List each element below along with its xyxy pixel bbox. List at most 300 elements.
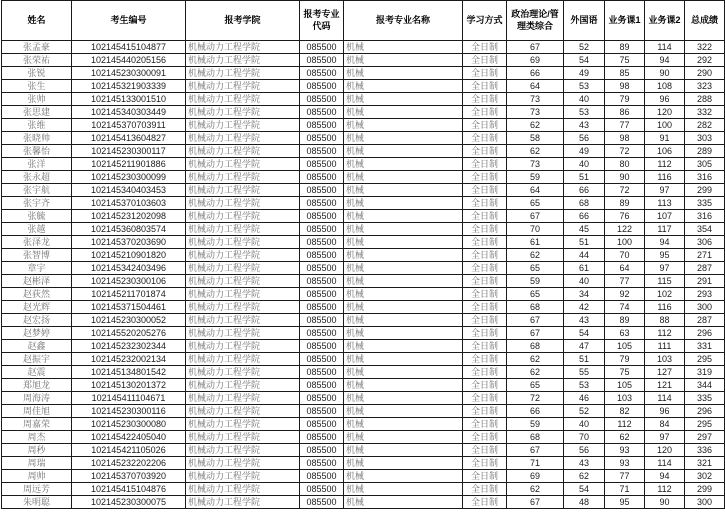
cell-study-mode: 全日制: [463, 197, 507, 210]
cell-politics-score: 59: [507, 418, 564, 431]
cell-foreign-language-score: 53: [564, 106, 605, 119]
cell-major-name: 机械: [344, 210, 463, 223]
cell-total-score: 296: [685, 405, 725, 418]
cell-course1-score: 62: [605, 431, 645, 444]
cell-total-score: 282: [685, 119, 725, 132]
col-header-college: 报考学院: [186, 1, 300, 41]
cell-course2-score: 108: [645, 80, 685, 93]
cell-course1-score: 63: [605, 327, 645, 340]
cell-name: 张智博: [2, 249, 72, 262]
cell-major-code: 085500: [300, 262, 344, 275]
cell-major-code: 085500: [300, 457, 344, 470]
cell-politics-score: 62: [507, 145, 564, 158]
table-row: [2, 54, 725, 67]
cell-name: 赵宏扬: [2, 314, 72, 327]
cell-candidate-id: 102145232002134: [72, 353, 186, 366]
table-row: [2, 41, 725, 54]
score-table-body: [2, 41, 725, 509]
cell-course2-score: 107: [645, 210, 685, 223]
table-row: [2, 158, 725, 171]
cell-course2-score: 97: [645, 262, 685, 275]
cell-name: 周秒: [2, 444, 72, 457]
cell-course2-score: 100: [645, 119, 685, 132]
cell-total-score: 292: [685, 54, 725, 67]
cell-course2-score: 112: [645, 483, 685, 496]
cell-college: 机械动力工程学院: [186, 314, 300, 327]
cell-foreign-language-score: 49: [564, 67, 605, 80]
cell-candidate-id: 102145342403496: [72, 262, 186, 275]
cell-course2-score: 91: [645, 132, 685, 145]
table-row: [2, 223, 725, 236]
cell-major-code: 085500: [300, 275, 344, 288]
cell-name: 张洋: [2, 158, 72, 171]
cell-major-name: 机械: [344, 366, 463, 379]
score-table: [1, 0, 725, 509]
cell-study-mode: 全日制: [463, 145, 507, 158]
cell-college: 机械动力工程学院: [186, 132, 300, 145]
cell-college: 机械动力工程学院: [186, 158, 300, 171]
cell-college: 机械动力工程学院: [186, 223, 300, 236]
cell-college: 机械动力工程学院: [186, 80, 300, 93]
cell-study-mode: 全日制: [463, 67, 507, 80]
table-row: [2, 418, 725, 431]
cell-course2-score: 97: [645, 184, 685, 197]
cell-total-score: 290: [685, 67, 725, 80]
cell-foreign-language-score: 51: [564, 236, 605, 249]
cell-study-mode: 全日制: [463, 431, 507, 444]
cell-politics-score: 64: [507, 80, 564, 93]
cell-course2-score: 120: [645, 106, 685, 119]
cell-candidate-id: 102145230300075: [72, 496, 186, 509]
cell-major-name: 机械: [344, 54, 463, 67]
cell-foreign-language-score: 43: [564, 457, 605, 470]
cell-study-mode: 全日制: [463, 275, 507, 288]
table-row: [2, 288, 725, 301]
cell-major-code: 085500: [300, 67, 344, 80]
cell-course2-score: 96: [645, 405, 685, 418]
cell-foreign-language-score: 56: [564, 132, 605, 145]
cell-major-name: 机械: [344, 288, 463, 301]
cell-college: 机械动力工程学院: [186, 470, 300, 483]
cell-major-code: 085500: [300, 249, 344, 262]
cell-college: 机械动力工程学院: [186, 483, 300, 496]
cell-politics-score: 67: [507, 210, 564, 223]
cell-major-code: 085500: [300, 327, 344, 340]
cell-politics-score: 65: [507, 379, 564, 392]
cell-major-code: 085500: [300, 119, 344, 132]
cell-major-name: 机械: [344, 431, 463, 444]
cell-course2-score: 115: [645, 275, 685, 288]
cell-college: 机械动力工程学院: [186, 353, 300, 366]
cell-foreign-language-score: 61: [564, 262, 605, 275]
cell-total-score: 295: [685, 353, 725, 366]
cell-major-name: 机械: [344, 223, 463, 236]
cell-foreign-language-score: 40: [564, 158, 605, 171]
cell-total-score: 271: [685, 249, 725, 262]
cell-course2-score: 112: [645, 158, 685, 171]
cell-course1-score: 82: [605, 405, 645, 418]
cell-major-code: 085500: [300, 483, 344, 496]
cell-foreign-language-score: 56: [564, 444, 605, 457]
cell-total-score: 322: [685, 41, 725, 54]
cell-college: 机械动力工程学院: [186, 275, 300, 288]
cell-politics-score: 67: [507, 314, 564, 327]
cell-major-name: 机械: [344, 80, 463, 93]
cell-course2-score: 113: [645, 197, 685, 210]
cell-major-code: 085500: [300, 405, 344, 418]
cell-study-mode: 全日制: [463, 379, 507, 392]
cell-candidate-id: 102145370203690: [72, 236, 186, 249]
cell-course2-score: 114: [645, 392, 685, 405]
cell-course2-score: 117: [645, 223, 685, 236]
score-table-header: [2, 1, 725, 41]
cell-course1-score: 72: [605, 184, 645, 197]
cell-candidate-id: 102145415104876: [72, 483, 186, 496]
cell-major-name: 机械: [344, 327, 463, 340]
cell-major-code: 085500: [300, 470, 344, 483]
cell-candidate-id: 102145415104877: [72, 41, 186, 54]
cell-college: 机械动力工程学院: [186, 327, 300, 340]
cell-course1-score: 74: [605, 301, 645, 314]
cell-total-score: 296: [685, 327, 725, 340]
cell-candidate-id: 102145340303449: [72, 106, 186, 119]
table-row: [2, 444, 725, 457]
cell-college: 机械动力工程学院: [186, 197, 300, 210]
cell-study-mode: 全日制: [463, 93, 507, 106]
cell-course1-score: 105: [605, 340, 645, 353]
cell-total-score: 302: [685, 470, 725, 483]
cell-politics-score: 68: [507, 431, 564, 444]
cell-college: 机械动力工程学院: [186, 93, 300, 106]
cell-major-name: 机械: [344, 236, 463, 249]
cell-candidate-id: 102145520205276: [72, 327, 186, 340]
cell-college: 机械动力工程学院: [186, 67, 300, 80]
cell-name: 赵彬泽: [2, 275, 72, 288]
cell-college: 机械动力工程学院: [186, 236, 300, 249]
cell-course2-score: 90: [645, 67, 685, 80]
cell-politics-score: 68: [507, 340, 564, 353]
cell-name: 赵梦婷: [2, 327, 72, 340]
cell-foreign-language-score: 40: [564, 93, 605, 106]
cell-course2-score: 94: [645, 470, 685, 483]
col-header-candidate-id: 考生编号: [72, 1, 186, 41]
cell-name: 周远芳: [2, 483, 72, 496]
cell-name: 张思建: [2, 106, 72, 119]
cell-politics-score: 67: [507, 444, 564, 457]
cell-course2-score: 106: [645, 145, 685, 158]
table-row: [2, 379, 725, 392]
cell-major-code: 085500: [300, 184, 344, 197]
cell-course2-score: 112: [645, 327, 685, 340]
cell-major-name: 机械: [344, 496, 463, 509]
cell-total-score: 323: [685, 80, 725, 93]
cell-course1-score: 112: [605, 418, 645, 431]
cell-foreign-language-score: 34: [564, 288, 605, 301]
cell-major-code: 085500: [300, 132, 344, 145]
table-row: [2, 457, 725, 470]
cell-course1-score: 122: [605, 223, 645, 236]
cell-study-mode: 全日制: [463, 470, 507, 483]
cell-total-score: 287: [685, 262, 725, 275]
cell-total-score: 299: [685, 483, 725, 496]
score-sheet: [1, 0, 724, 509]
cell-major-name: 机械: [344, 457, 463, 470]
cell-study-mode: 全日制: [463, 288, 507, 301]
cell-major-code: 085500: [300, 236, 344, 249]
cell-name: 赵振宇: [2, 353, 72, 366]
cell-major-name: 机械: [344, 119, 463, 132]
cell-major-name: 机械: [344, 353, 463, 366]
cell-foreign-language-score: 43: [564, 314, 605, 327]
cell-politics-score: 67: [507, 327, 564, 340]
cell-college: 机械动力工程学院: [186, 392, 300, 405]
cell-major-name: 机械: [344, 483, 463, 496]
cell-foreign-language-score: 70: [564, 431, 605, 444]
cell-major-name: 机械: [344, 184, 463, 197]
cell-politics-score: 73: [507, 106, 564, 119]
cell-study-mode: 全日制: [463, 314, 507, 327]
col-header-politics: 政治理论/管理类综合: [507, 1, 564, 41]
cell-course2-score: 90: [645, 496, 685, 509]
table-row: [2, 327, 725, 340]
cell-college: 机械动力工程学院: [186, 288, 300, 301]
cell-name: 赵震: [2, 366, 72, 379]
cell-name: 赵荻然: [2, 288, 72, 301]
table-row: [2, 275, 725, 288]
cell-candidate-id: 102145211701874: [72, 288, 186, 301]
cell-total-score: 321: [685, 457, 725, 470]
cell-major-code: 085500: [300, 288, 344, 301]
table-row: [2, 236, 725, 249]
table-row: [2, 119, 725, 132]
cell-total-score: 287: [685, 314, 725, 327]
cell-course1-score: 103: [605, 392, 645, 405]
cell-candidate-id: 102145230300106: [72, 275, 186, 288]
cell-study-mode: 全日制: [463, 158, 507, 171]
header-row: [2, 1, 725, 41]
cell-course1-score: 86: [605, 106, 645, 119]
cell-politics-score: 68: [507, 301, 564, 314]
cell-politics-score: 62: [507, 249, 564, 262]
table-row: [2, 132, 725, 145]
cell-politics-score: 73: [507, 93, 564, 106]
cell-course1-score: 89: [605, 314, 645, 327]
cell-course2-score: 121: [645, 379, 685, 392]
cell-major-code: 085500: [300, 41, 344, 54]
cell-foreign-language-score: 49: [564, 145, 605, 158]
cell-course2-score: 96: [645, 93, 685, 106]
col-header-total: 总成绩: [685, 1, 725, 41]
cell-major-name: 机械: [344, 93, 463, 106]
cell-foreign-language-score: 62: [564, 470, 605, 483]
cell-foreign-language-score: 46: [564, 392, 605, 405]
cell-college: 机械动力工程学院: [186, 340, 300, 353]
cell-foreign-language-score: 53: [564, 80, 605, 93]
cell-course2-score: 111: [645, 340, 685, 353]
cell-major-name: 机械: [344, 106, 463, 119]
table-row: [2, 184, 725, 197]
cell-course1-score: 85: [605, 67, 645, 80]
cell-major-code: 085500: [300, 353, 344, 366]
cell-name: 张越: [2, 223, 72, 236]
cell-politics-score: 62: [507, 353, 564, 366]
cell-name: 周海涛: [2, 392, 72, 405]
cell-total-score: 331: [685, 340, 725, 353]
cell-politics-score: 59: [507, 171, 564, 184]
cell-foreign-language-score: 54: [564, 327, 605, 340]
cell-course2-score: 114: [645, 41, 685, 54]
table-row: [2, 470, 725, 483]
cell-college: 机械动力工程学院: [186, 210, 300, 223]
cell-major-name: 机械: [344, 392, 463, 405]
cell-total-score: 316: [685, 171, 725, 184]
cell-study-mode: 全日制: [463, 80, 507, 93]
cell-study-mode: 全日制: [463, 41, 507, 54]
cell-study-mode: 全日制: [463, 54, 507, 67]
cell-major-name: 机械: [344, 379, 463, 392]
cell-politics-score: 62: [507, 119, 564, 132]
cell-study-mode: 全日制: [463, 483, 507, 496]
cell-major-name: 机械: [344, 444, 463, 457]
cell-course2-score: 127: [645, 366, 685, 379]
cell-major-code: 085500: [300, 366, 344, 379]
cell-course1-score: 79: [605, 353, 645, 366]
cell-candidate-id: 102145130201372: [72, 379, 186, 392]
cell-name: 张荣祐: [2, 54, 72, 67]
cell-course1-score: 79: [605, 93, 645, 106]
cell-major-name: 机械: [344, 132, 463, 145]
table-row: [2, 210, 725, 223]
cell-study-mode: 全日制: [463, 171, 507, 184]
cell-course2-score: 95: [645, 249, 685, 262]
cell-course1-score: 95: [605, 496, 645, 509]
cell-study-mode: 全日制: [463, 301, 507, 314]
cell-course2-score: 84: [645, 418, 685, 431]
cell-candidate-id: 102145370703911: [72, 119, 186, 132]
cell-college: 机械动力工程学院: [186, 444, 300, 457]
cell-foreign-language-score: 66: [564, 184, 605, 197]
col-header-foreign-language: 外国语: [564, 1, 605, 41]
cell-candidate-id: 102145422405040: [72, 431, 186, 444]
table-row: [2, 483, 725, 496]
col-header-major-name: 报考专业名称: [344, 1, 463, 41]
cell-major-name: 机械: [344, 145, 463, 158]
table-row: [2, 392, 725, 405]
cell-name: 周佳旭: [2, 405, 72, 418]
cell-politics-score: 65: [507, 262, 564, 275]
cell-name: 周杰: [2, 431, 72, 444]
cell-major-name: 机械: [344, 405, 463, 418]
cell-candidate-id: 102145230300052: [72, 314, 186, 327]
cell-politics-score: 66: [507, 405, 564, 418]
table-row: [2, 301, 725, 314]
cell-politics-score: 67: [507, 496, 564, 509]
cell-politics-score: 69: [507, 470, 564, 483]
cell-major-code: 085500: [300, 444, 344, 457]
cell-course1-score: 93: [605, 457, 645, 470]
cell-college: 机械动力工程学院: [186, 418, 300, 431]
cell-course2-score: 120: [645, 444, 685, 457]
cell-study-mode: 全日制: [463, 340, 507, 353]
cell-total-score: 297: [685, 431, 725, 444]
cell-foreign-language-score: 66: [564, 210, 605, 223]
cell-major-code: 085500: [300, 314, 344, 327]
cell-study-mode: 全日制: [463, 418, 507, 431]
cell-foreign-language-score: 52: [564, 41, 605, 54]
cell-course1-score: 80: [605, 158, 645, 171]
cell-total-score: 300: [685, 301, 725, 314]
col-header-study-mode: 学习方式: [463, 1, 507, 41]
cell-course2-score: 94: [645, 54, 685, 67]
cell-politics-score: 67: [507, 41, 564, 54]
cell-course1-score: 71: [605, 483, 645, 496]
cell-major-name: 机械: [344, 197, 463, 210]
cell-course1-score: 98: [605, 80, 645, 93]
cell-course1-score: 105: [605, 379, 645, 392]
cell-study-mode: 全日制: [463, 119, 507, 132]
cell-major-code: 085500: [300, 80, 344, 93]
cell-study-mode: 全日制: [463, 457, 507, 470]
cell-name: 张锐: [2, 67, 72, 80]
cell-name: 张晓帅: [2, 132, 72, 145]
cell-study-mode: 全日制: [463, 236, 507, 249]
table-row: [2, 145, 725, 158]
cell-course2-score: 97: [645, 431, 685, 444]
cell-foreign-language-score: 51: [564, 353, 605, 366]
cell-course1-score: 70: [605, 249, 645, 262]
table-row: [2, 353, 725, 366]
table-row: [2, 262, 725, 275]
cell-foreign-language-score: 40: [564, 418, 605, 431]
cell-study-mode: 全日制: [463, 353, 507, 366]
cell-course2-score: 114: [645, 457, 685, 470]
cell-study-mode: 全日制: [463, 262, 507, 275]
cell-major-code: 085500: [300, 197, 344, 210]
cell-college: 机械动力工程学院: [186, 366, 300, 379]
cell-name: 张泽龙: [2, 236, 72, 249]
cell-college: 机械动力工程学院: [186, 262, 300, 275]
cell-candidate-id: 102145321903339: [72, 80, 186, 93]
cell-college: 机械动力工程学院: [186, 379, 300, 392]
cell-major-name: 机械: [344, 249, 463, 262]
cell-college: 机械动力工程学院: [186, 171, 300, 184]
cell-course2-score: 102: [645, 288, 685, 301]
cell-major-name: 机械: [344, 41, 463, 54]
cell-course1-score: 77: [605, 119, 645, 132]
cell-major-code: 085500: [300, 171, 344, 184]
cell-candidate-id: 102145232202206: [72, 457, 186, 470]
cell-candidate-id: 102145360803574: [72, 223, 186, 236]
cell-politics-score: 62: [507, 483, 564, 496]
cell-college: 机械动力工程学院: [186, 54, 300, 67]
cell-college: 机械动力工程学院: [186, 249, 300, 262]
cell-foreign-language-score: 52: [564, 405, 605, 418]
cell-name: 章宇: [2, 262, 72, 275]
cell-study-mode: 全日制: [463, 405, 507, 418]
cell-college: 机械动力工程学院: [186, 496, 300, 509]
table-row: [2, 80, 725, 93]
cell-candidate-id: 102145371504461: [72, 301, 186, 314]
cell-foreign-language-score: 42: [564, 301, 605, 314]
cell-college: 机械动力工程学院: [186, 301, 300, 314]
table-row: [2, 106, 725, 119]
cell-candidate-id: 102145230300116: [72, 405, 186, 418]
cell-total-score: 319: [685, 366, 725, 379]
cell-total-score: 332: [685, 106, 725, 119]
cell-name: 周嘉荣: [2, 418, 72, 431]
cell-course1-score: 75: [605, 54, 645, 67]
cell-study-mode: 全日制: [463, 366, 507, 379]
